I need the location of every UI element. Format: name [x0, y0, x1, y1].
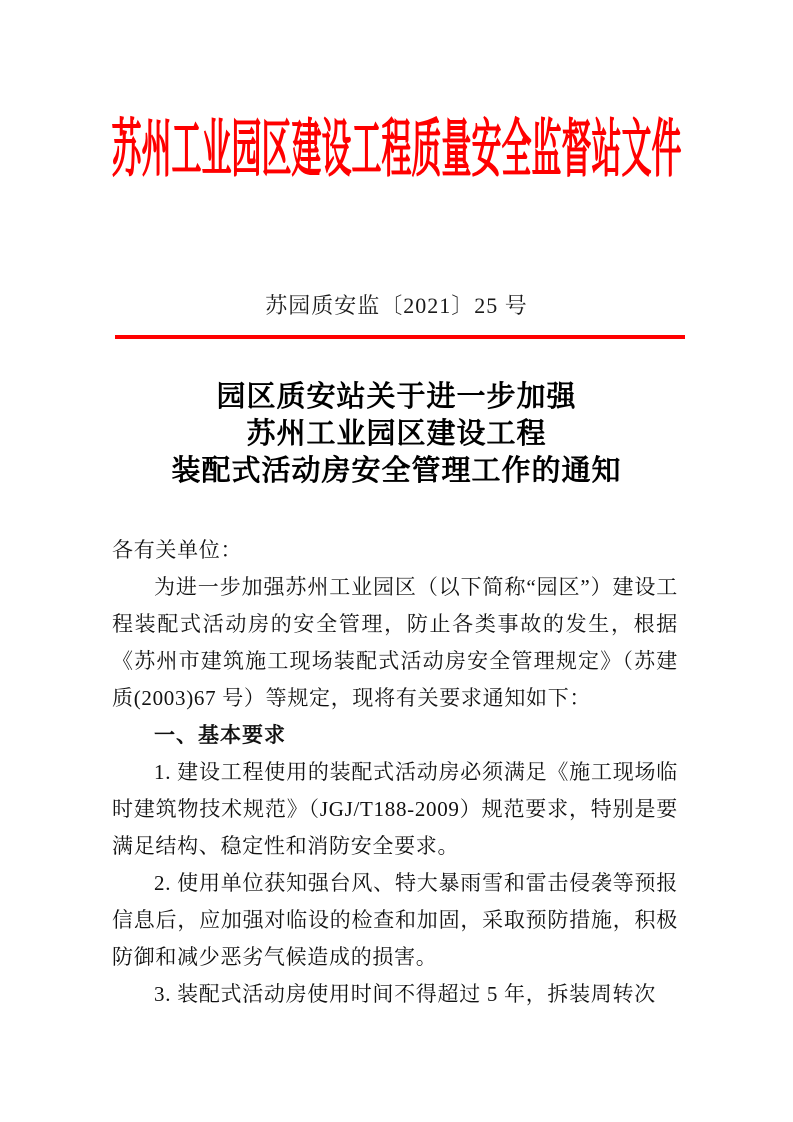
intro-paragraph: 为进一步加强苏州工业园区（以下简称“园区”）建设工程装配式活动房的安全管理，防止各类事故的发生，根据《苏州市建筑施工现场装配式活动房安全管理规定》（苏建质(2003)67 号）等规定，现将有关要求通知如下：	[112, 575, 678, 710]
red-separator-rule	[115, 335, 685, 339]
document-body	[112, 532, 678, 1013]
letterhead-title: 苏州工业园区建设工程质量安全监督站文件	[111, 115, 682, 186]
title-line-1: 园区质安站关于进一步加强	[216, 381, 577, 413]
title-line-3: 装配式活动房安全管理工作的通知	[171, 455, 622, 487]
section-heading-basic-requirements: 一、基本要求	[154, 724, 286, 747]
item-2: 2. 使用单位获知强台风、特大暴雨雪和雷击侵袭等预报信息后，应加强对临设的检查和加固，采取预防措施，积极防御和减少恶劣气候造成的损害。	[112, 871, 678, 969]
item-3-partial: 3. 装配式活动房使用时间不得超过 5 年，拆装周转次	[154, 982, 656, 1006]
document-title	[0, 379, 793, 490]
salutation: 各有关单位：	[112, 538, 243, 562]
document-number: 苏园质安监〔2021〕25 号	[265, 293, 528, 318]
letterhead-banner	[0, 115, 793, 186]
title-line-2: 苏州工业园区建设工程	[246, 418, 547, 450]
item-1: 1. 建设工程使用的装配式活动房必须满足《施工现场临时建筑物技术规范》（JGJ/T188-2009）规范要求，特别是要满足结构、稳定性和消防安全要求。	[112, 760, 678, 858]
